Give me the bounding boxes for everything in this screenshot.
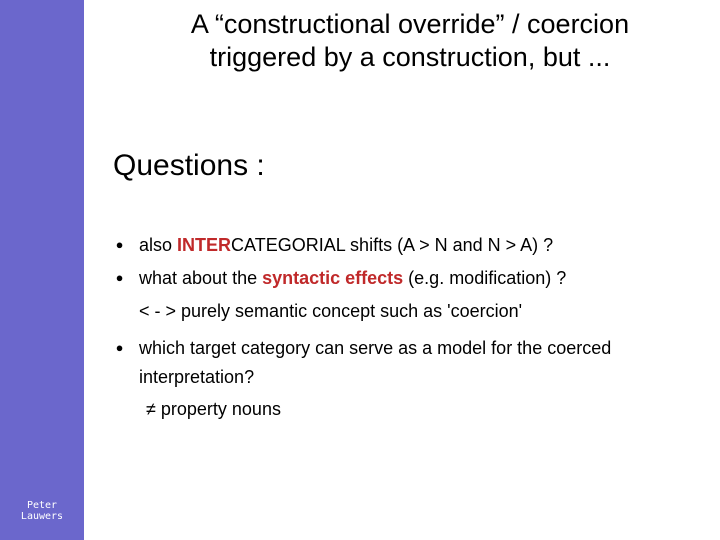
slide-title-line-2: triggered by a construction, but ... [209, 42, 611, 72]
question-2-pre: what about the [139, 268, 263, 288]
question-3-line-2: interpretation? [139, 367, 255, 387]
bullet-icon: ● [115, 340, 124, 355]
question-2-highlight: syntactic effects [262, 268, 404, 288]
sidebar-band [0, 0, 84, 540]
question-1-pre: also [139, 235, 178, 255]
question-2-note: < - > purely semantic concept such as 'coercion' [139, 301, 523, 321]
question-3-note: ≠ property nouns [146, 399, 281, 419]
slide-title [100, 8, 720, 74]
author-first-name: Peter [26, 500, 58, 511]
question-1-post: CATEGORIAL shifts (A > N and N > A) ? [231, 235, 554, 255]
author-last-name: Lauwers [20, 511, 64, 522]
question-2-post: (e.g. modification) ? [403, 268, 567, 288]
questions-heading: Questions : [113, 149, 265, 182]
author-label [0, 500, 84, 522]
question-item-1 [139, 232, 553, 258]
question-item-2 [139, 265, 566, 291]
question-1-highlight: INTER [177, 235, 232, 255]
question-3-line-1: which target category can serve as a model for the coerced [139, 338, 612, 358]
bullet-icon: ● [115, 237, 124, 252]
slide-title-line-1: A “constructional override” / coercion [190, 9, 630, 39]
bullet-icon: ● [115, 270, 124, 285]
